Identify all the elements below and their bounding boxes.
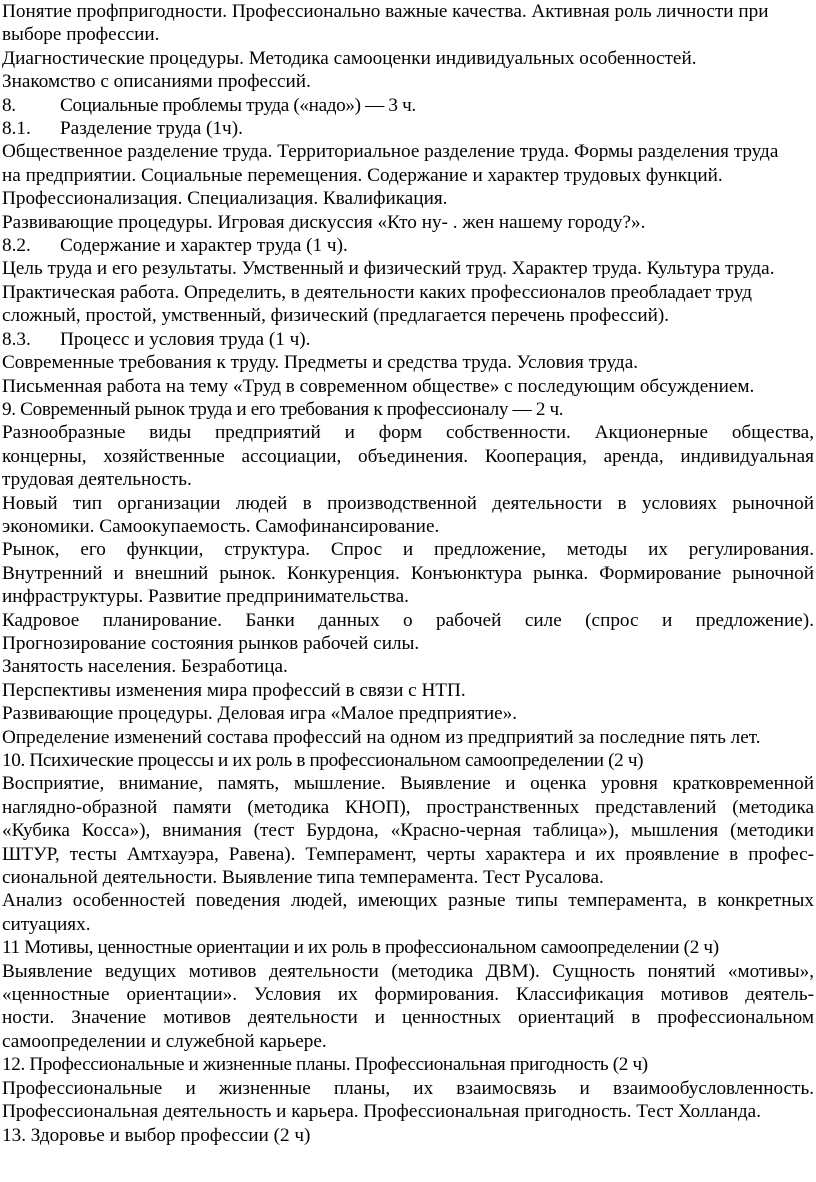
text-line: ситуациях.	[2, 913, 91, 935]
text-line: Занятость населения. Безработица.	[2, 656, 288, 678]
text-line: наглядно-образной памяти (методика КНОП), пространственных представлений (методика	[2, 796, 814, 818]
text-line: сложный, простой, умственный, физический (предлагается перечень профессий).	[2, 305, 670, 327]
text-line: Прогнозирование состояния рынков рабочей силы.	[2, 632, 420, 654]
section-heading-11: 11 Мотивы, ценностные ориентации и их роль в профессиональном самоопределении (2 ч)	[2, 937, 719, 959]
section-number: 8.3.	[2, 328, 31, 350]
text-line: «ценностные ориентации». Условия их формирования. Классификация мотивов деятель-	[2, 984, 814, 1006]
section-number: 13.	[2, 1124, 26, 1146]
text-line: ШТУР, тесты Амтхауэра, Равена). Темперамент, черты характера и их проявление в профес-	[2, 843, 814, 865]
section-number: 8.1.	[2, 118, 31, 140]
section-heading-8	[2, 94, 814, 117]
text-line: «Кубика Косса»), внимания (тест Бурдона, «Красно-черная таблица»), мышления (методики	[2, 820, 814, 842]
text-line: Письменная работа на тему «Труд в современном обществе» с последующим обсуждением.	[2, 375, 755, 397]
text-line: концерны, хозяйственные ассоциации, объединения. Кооперация, аренда, индивидуальная	[2, 445, 814, 467]
section-heading-10: 10. Психические процессы и их роль в профессиональном самоопределении (2 ч)	[2, 750, 644, 771]
section-title: Социальные проблемы труда («надо») — 3 ч.	[60, 94, 416, 116]
text-line: Диагностические процедуры. Методика самооценки индивидуальных особенностей.	[2, 47, 697, 69]
section-title: Профессиональные и жизненные планы. Профессиональная пригодность (2 ч)	[29, 1054, 648, 1076]
text-line: самоопределении и служебной карьере.	[2, 1030, 327, 1052]
text-line: Современные требования к труду. Предметы и средства труда. Условия труда.	[2, 352, 639, 374]
text-line: выборе профессии.	[2, 24, 160, 46]
section-heading-8-1	[2, 117, 814, 140]
text-line: Профессиональная деятельность и карьера. Профессиональная пригодность. Тест Холланда.	[2, 1101, 761, 1123]
section-heading-8-3	[2, 328, 814, 351]
section-title: Разделение труда (1ч).	[60, 118, 243, 140]
text-line: Кадровое планирование. Банки данных о рабочей силе (спрос и предложение).	[2, 609, 814, 631]
text-line: Развивающие процедуры. Деловая игра «Малое предприятие».	[2, 703, 517, 725]
text-line: Выявление ведущих мотивов деятельности (методика ДВМ). Сущность понятий «мотивы»,	[2, 960, 814, 982]
section-title: Здоровье и выбор профессии (2 ч)	[30, 1124, 311, 1146]
text-line: Новый тип организации людей в производственной деятельности в условиях рыночной	[2, 492, 814, 514]
text-line: Профессионализация. Специализация. Квалификация.	[2, 188, 448, 210]
section-title: Процесс и условия труда (1 ч).	[60, 328, 311, 350]
text-line: ности. Значение мотивов деятельности и ценностных ориентаций в профессиональном	[2, 1007, 814, 1029]
text-line: трудовая деятельность.	[2, 469, 192, 491]
section-heading-13	[2, 1124, 814, 1147]
section-number: 8.2.	[2, 235, 31, 257]
text-line: Разнообразные виды предприятий и форм собственности. Акционерные общества,	[2, 422, 814, 444]
text-line: Внутренний и внешний рынок. Конкуренция. Конъюнктура рынка. Формирование рыночной	[2, 562, 814, 584]
section-title: Содержание и характер труда (1 ч).	[60, 235, 348, 257]
section-heading-9: 9. Современный рынок труда и его требования к профессионалу — 2 ч.	[2, 398, 564, 420]
text-line: Практическая работа. Определить, в деятельности каких профессионалов преобладает труд	[2, 281, 753, 303]
text-line: Перспективы изменения мира профессий в связи с НТП.	[2, 679, 466, 701]
text-line: Развивающие процедуры. Игровая дискуссия «Кто ну- . жен нашему городу?».	[2, 211, 646, 233]
text-line: Анализ особенностей поведения людей, имеющих разные типы темперамента, в конкретных	[2, 890, 814, 912]
section-number: 8.	[2, 94, 16, 116]
section-heading-8-2	[2, 234, 814, 257]
text-line: Знакомство с описаниями профессий.	[2, 71, 311, 93]
text-line: на предприятии. Социальные перемещения. Содержание и характер трудовых функций.	[2, 164, 723, 186]
text-line: Общественное разделение труда. Территориальное разделение труда. Формы разделения труда	[2, 141, 779, 163]
section-number: 12.	[2, 1054, 25, 1076]
text-line: Цель труда и его результаты. Умственный и физический труд. Характер труда. Культура труда.	[2, 258, 775, 280]
text-line: Понятие профпригодности. Профессионально важные качества. Активная роль личности при	[2, 1, 769, 22]
text-line: Профессиональные и жизненные планы, их взаимосвязь и взаимообусловленность.	[2, 1077, 814, 1099]
text-line: экономики. Самоокупаемость. Самофинансирование.	[2, 515, 440, 537]
text-line: сиональной деятельности. Выявление типа темперамента. Тест Русалова.	[2, 867, 604, 889]
section-heading-12	[2, 1053, 814, 1076]
text-line: Восприятие, внимание, память, мышление. Выявление и оценка уровня кратковременной	[2, 773, 814, 795]
text-line: Рынок, его функции, структура. Спрос и предложение, методы их регулирования.	[2, 539, 814, 561]
text-line: Определение изменений состава профессий на одном из предприятий за последние пять лет.	[2, 726, 761, 748]
text-line: инфраструктуры. Развитие предпринимательства.	[2, 586, 409, 608]
